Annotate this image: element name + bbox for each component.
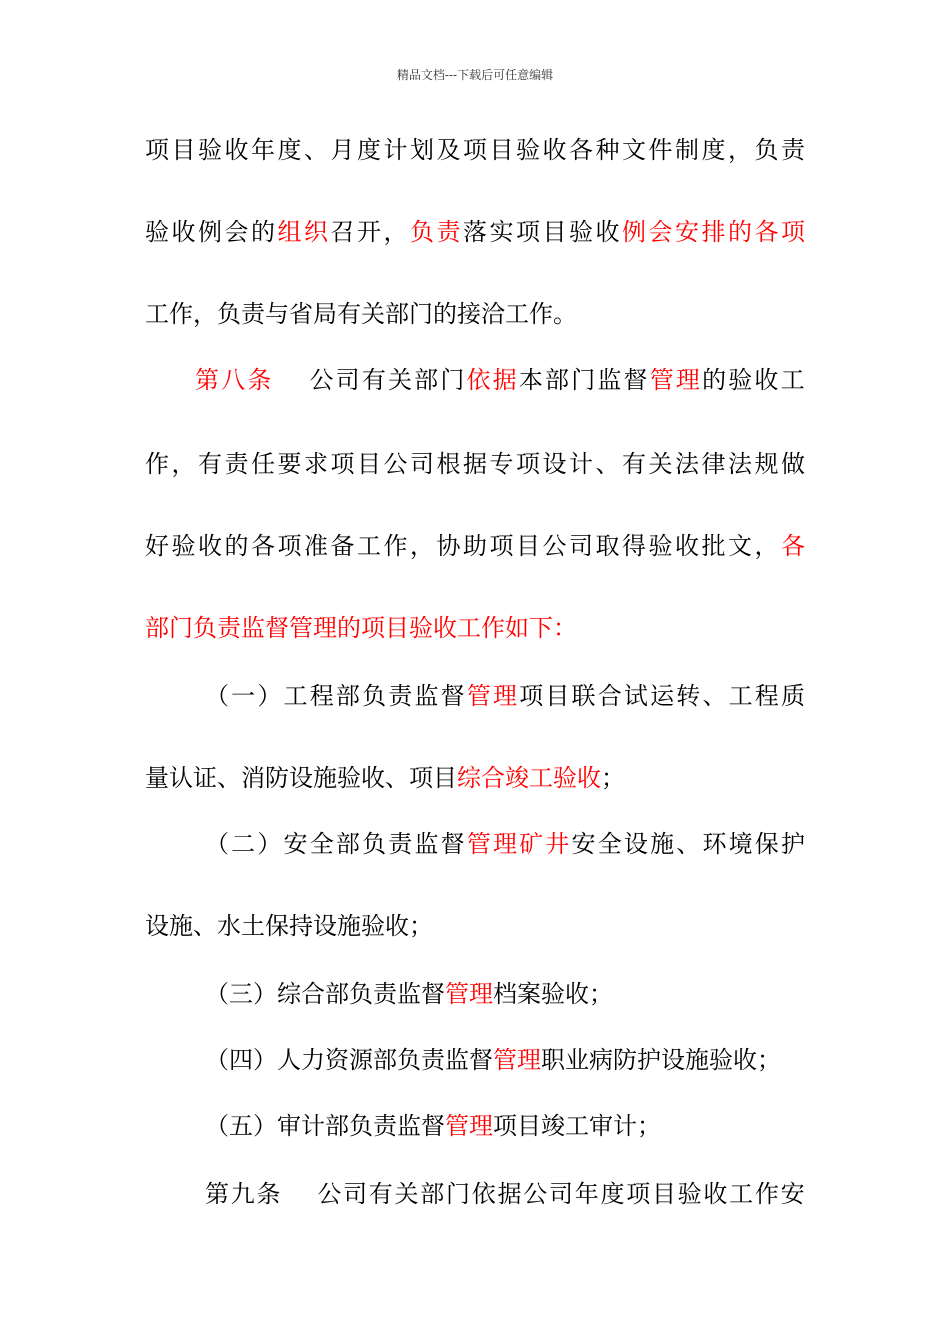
text-segment: 安全设施、环境保护 <box>571 830 808 858</box>
text-line <box>205 1108 661 1144</box>
text-line <box>205 1176 806 1212</box>
text-segment: 验收例会的 <box>145 218 278 246</box>
text-segment: 职业病防护设施验收； <box>541 1046 781 1074</box>
text-segment: 本部门监督 <box>518 366 650 394</box>
highlighted-text: 管理 <box>445 1112 493 1140</box>
text-line <box>145 760 625 796</box>
text-line <box>145 296 577 332</box>
highlighted-text: 管理矿井 <box>466 830 572 858</box>
highlighted-text: 管理 <box>649 366 703 394</box>
text-line <box>145 610 577 646</box>
text-segment: （一）工程部负责监督 <box>205 682 467 710</box>
text-segment: 作，有责任要求项目公司根据专项设计、有关法律法规做 <box>145 450 808 478</box>
highlighted-text: 管理 <box>466 682 520 710</box>
highlighted-text: 组织 <box>277 218 331 246</box>
text-segment: 的验收工 <box>702 366 807 394</box>
text-line <box>145 446 808 482</box>
text-segment: ； <box>601 764 625 792</box>
text-line <box>145 908 433 944</box>
text-line <box>145 528 808 564</box>
highlighted-text: 依据 <box>466 366 519 394</box>
text-segment: 第九条 公司有关部门依据公司年度项目验收工作安 <box>205 1180 807 1208</box>
page-header: 精品文档---下载后可任意编辑 <box>396 68 554 82</box>
text-line <box>145 132 808 168</box>
text-line <box>205 678 807 714</box>
text-segment: 量认证、消防设施验收、项目 <box>145 764 457 792</box>
text-segment: 召开， <box>330 218 410 246</box>
highlighted-text: 管理 <box>493 1046 541 1074</box>
text-segment: 项目验收年度、月度计划及项目验收各种文件制度，负责 <box>145 136 808 164</box>
text-segment: 设施、水土保持设施验收； <box>145 912 433 940</box>
text-segment: 好验收的各项准备工作，协助项目公司取得验收批文， <box>145 532 781 560</box>
text-segment: （五）审计部负责监督 <box>205 1112 445 1140</box>
highlighted-text: 部门负责监督管理的项目验收工作如下： <box>145 614 577 642</box>
highlighted-text: 第八条 <box>195 366 274 394</box>
text-line <box>205 976 613 1012</box>
text-segment: 公司有关部门 <box>273 366 467 394</box>
highlighted-text: 负责 <box>410 218 463 246</box>
highlighted-text: 例会安排的各项 <box>622 218 808 246</box>
text-line <box>195 362 807 398</box>
text-segment: 项目竣工审计； <box>493 1112 661 1140</box>
text-segment: （二）安全部负责监督 <box>205 830 467 858</box>
text-line <box>205 1042 781 1078</box>
highlighted-text: 综合竣工验收 <box>457 764 601 792</box>
text-line <box>205 826 807 862</box>
text-segment: （四）人力资源部负责监督 <box>205 1046 493 1074</box>
text-segment: （三）综合部负责监督 <box>205 980 445 1008</box>
text-segment: 工作，负责与省局有关部门的接洽工作。 <box>145 300 577 328</box>
text-segment: 项目联合试运转、工程质 <box>519 682 808 710</box>
highlighted-text: 各 <box>781 532 808 560</box>
text-segment: 落实项目验收 <box>463 218 622 246</box>
text-segment: 档案验收； <box>493 980 613 1008</box>
highlighted-text: 管理 <box>445 980 493 1008</box>
text-line <box>145 214 808 250</box>
